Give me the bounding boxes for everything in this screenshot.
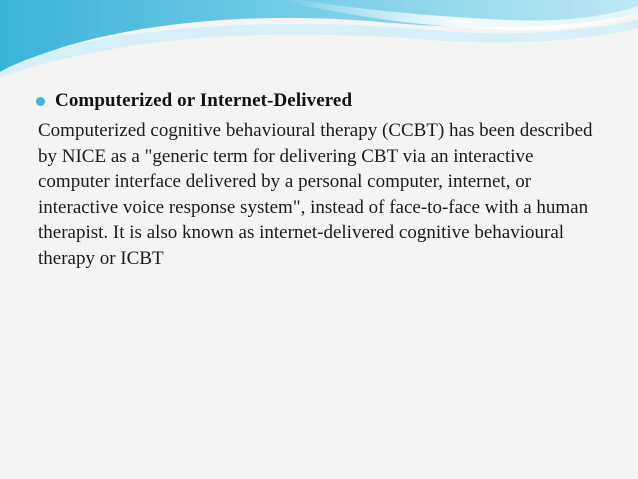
bullet-dot-icon	[36, 97, 45, 106]
decorative-wave-header	[0, 0, 638, 80]
heading-text: Computerized or Internet-Delivered	[55, 90, 353, 111]
body-paragraph: Computerized cognitive behavioural therapy (CCBT) has been described by NICE as a "generic term for delivering CBT via an interactive computer interface delivered by a personal computer, internet, or interactive voice response system", instead of face-to-face with a human therapist. It is also known as internet-delivered cognitive behavioural therapy or ICBT	[38, 120, 593, 269]
slide-content	[38, 90, 598, 271]
bullet-heading	[36, 90, 598, 112]
